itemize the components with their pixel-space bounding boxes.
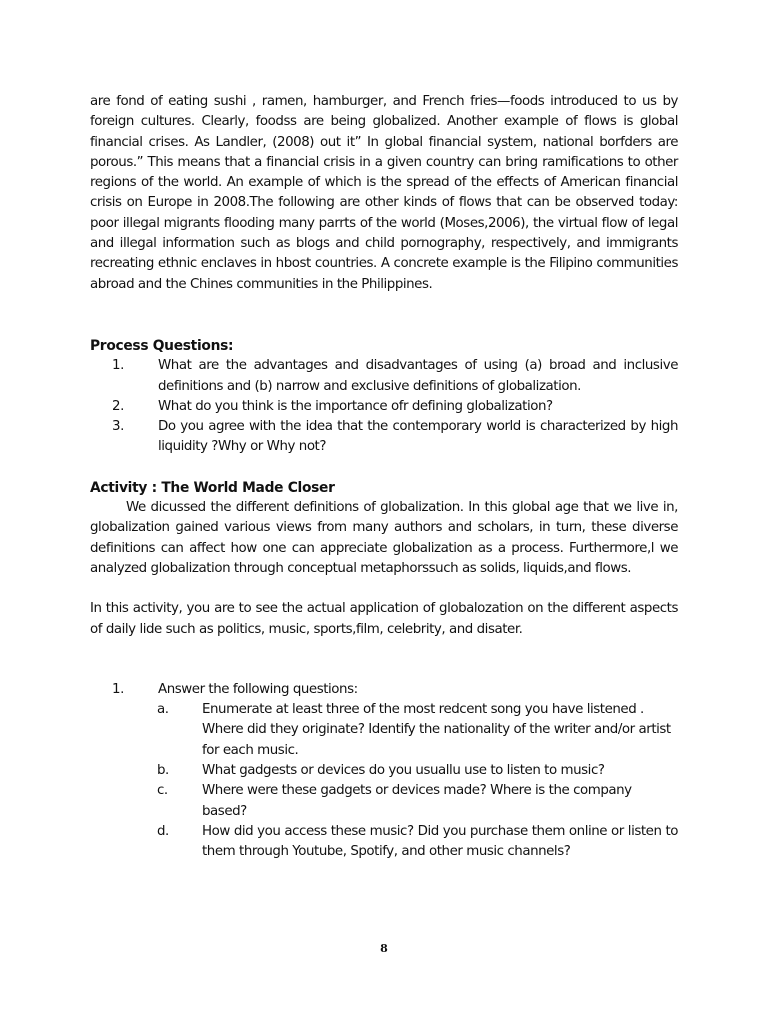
sub-list-item [90, 781, 678, 822]
list-item-text: Do you agree with the idea that the contemporary world is characterized by high liquidity ?Why or Why not? [158, 419, 678, 455]
list-item-text: What do you think is the importance ofr defining globalization? [158, 398, 553, 414]
list-item-number: 3. [112, 419, 124, 435]
list-item [90, 356, 678, 397]
activity-paragraph: We dicussed the different definitions of globalization. In this global age that we live in, globalization gained various views from many authors and scholars, in turn, these diverse definitions can affect how one can appreciate globalization as a process. Furthermore,l we analyzed globalization through conceptual metaphorssuch as solids, liquids,and flows. [90, 500, 678, 576]
document-page [90, 92, 678, 863]
process-questions-list [90, 356, 678, 457]
list-item [90, 397, 678, 417]
activity-heading: Activity : The World Made Closer [90, 479, 335, 496]
sub-list-item-text: Enumerate at least three of the most redcent song you have listened . Where did they originate? Identify the nationality of the writer and/or artist for each music. [202, 702, 671, 758]
list-item-number: 1. [112, 681, 124, 697]
intro-paragraph: are fond of eating sushi , ramen, hamburger, and French fries—foods introduced to us by foreign cultures. Clearly, foodss are being globalized. Another example of flows is global financial crises. As Landler, (2008) out it” In global financial system, national borfders are porous.” This means that a financial crisis in a given country can bring ramifications to other regions of the world. An example of which is the spread of the effects of American financial crisis on Europe in 2008.The following are other kinds of flows that can be observed today: poor illegal migrants flooding many parrts of the world (Moses,2006), the virtual flow of legal and illegal information such as blogs and child pornography, respectively, and immigrants recreating ethnic enclaves in hbost countries. A concrete example is the Filipino communities abroad and the Chines communities in the Philippines. [90, 94, 678, 292]
sub-list-item-letter: b. [157, 763, 169, 779]
task-list [90, 680, 678, 863]
list-item [90, 680, 678, 700]
sub-list-item-text: What gadgests or devices do you usuallu use to listen to music? [202, 763, 605, 779]
process-questions-heading: Process Questions: [90, 338, 234, 354]
sub-list-item-letter: a. [157, 702, 169, 718]
sub-list-item-text: Where were these gadgets or devices made? Where is the company based? [202, 783, 632, 819]
page-number: 8 [380, 942, 388, 955]
activity-instructions: In this activity, you are to see the actual application of globalozation on the different aspects of daily lide such as politics, music, sports,film, celebrity, and disater. [90, 601, 678, 637]
sub-list-item [90, 822, 678, 863]
sub-list-item-text: How did you access these music? Did you purchase them online or listen to them through Youtube, Spotify, and other music channels? [202, 823, 678, 860]
list-item-text: Answer the following questions: [158, 681, 358, 697]
sub-list-item-letter: d. [157, 823, 169, 839]
list-item-text: What are the advantages and disadvantages of using (a) broad and inclusive definitions and (b) narrow and exclusive definitions of globalization. [158, 358, 678, 394]
sub-list-item [90, 700, 678, 761]
list-item-number: 2. [112, 398, 124, 414]
list-item-number: 1. [112, 358, 124, 374]
sub-list-item [90, 761, 678, 781]
sub-list-item-letter: c. [157, 783, 168, 799]
list-item [90, 417, 678, 458]
